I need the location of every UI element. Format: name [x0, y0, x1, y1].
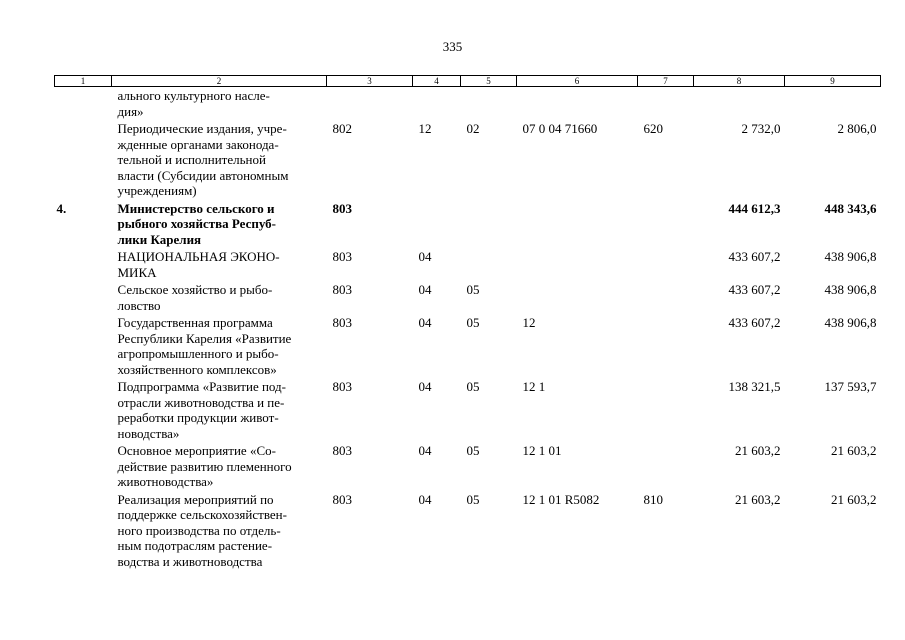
row-number: [55, 379, 112, 443]
column-header: 6: [517, 76, 638, 87]
table-row: [55, 87, 881, 122]
column-header: 2: [112, 76, 327, 87]
item-name: Государственная программа Республики Карелия «Развитие агропромышленного и рыбо- хозяйственного комплексов»: [117, 315, 292, 377]
amount-year-1: 433 607,2: [728, 249, 781, 264]
expense-type-code: 810: [643, 491, 663, 507]
row-number: 4.: [56, 200, 67, 216]
amount-year-2: 438 906,8: [824, 249, 877, 264]
budget-table: [54, 75, 881, 571]
subsection-code: 05: [466, 491, 480, 507]
item-name: Подпрограмма «Развитие под- отрасли животноводства и пе- реработки продукции живот- новодства»: [117, 379, 286, 441]
row-number: [55, 443, 112, 492]
row-number: [55, 282, 112, 315]
subsection-code: [461, 201, 517, 250]
item-name: Министерство сельского и рыбного хозяйства Респуб- лики Карелия: [117, 200, 276, 247]
subsection-code: [461, 249, 517, 282]
table-header: [55, 76, 881, 87]
column-number-row: [55, 76, 881, 87]
target-article-code: [517, 201, 638, 250]
target-article-code: 07 0 04 71660: [522, 121, 598, 136]
expense-type-code: [638, 249, 694, 282]
expense-type-code: 620: [643, 121, 663, 136]
section-code: 04: [418, 282, 432, 297]
section-code: 12: [418, 121, 432, 136]
column-header: 1: [55, 76, 112, 87]
subsection-code: 05: [466, 443, 480, 458]
table-row: [55, 379, 881, 443]
column-header: 5: [461, 76, 517, 87]
table-row: [55, 492, 881, 572]
expense-type-code: [638, 201, 694, 250]
column-header: 8: [694, 76, 785, 87]
column-header: 3: [327, 76, 413, 87]
target-article-code: [517, 87, 638, 122]
target-article-code: [517, 249, 638, 282]
item-name: Реализация мероприятий по поддержке сельскохозяйствен- ного производства по отдель- ным подотраслям растение- водства и животноводства: [117, 491, 287, 569]
row-number: [55, 315, 112, 379]
subsection-code: 02: [466, 121, 480, 136]
item-name: ального культурного насле- дия»: [117, 88, 270, 119]
table-row: [55, 121, 881, 201]
target-article-code: 12 1: [522, 379, 546, 394]
item-name: НАЦИОНАЛЬНАЯ ЭКОНО- МИКА: [117, 249, 280, 280]
section-code: 04: [418, 315, 432, 330]
amount-year-2: 21 603,2: [831, 443, 877, 458]
amount-year-2: 137 593,7: [824, 379, 877, 394]
item-name: Периодические издания, учре- жденные органами законода- тельной и исполнительной власти (Субсидии автономным учреждениям): [117, 121, 289, 198]
expense-type-code: [638, 379, 694, 443]
amount-year-1: 433 607,2: [728, 282, 781, 297]
table-body: [55, 87, 881, 572]
table-row: [55, 315, 881, 379]
subsection-code: [461, 87, 517, 122]
amount-year-1: 433 607,2: [728, 315, 781, 330]
ministry-code: 803: [332, 443, 352, 458]
table-row: [55, 249, 881, 282]
amount-year-1: 138 321,5: [728, 379, 781, 394]
amount-year-1: 21 603,2: [735, 491, 781, 507]
ministry-code: 803: [332, 249, 352, 264]
page-number: 335: [442, 39, 463, 54]
table-row: [55, 201, 881, 250]
ministry-code: [327, 87, 413, 122]
amount-year-2: [785, 87, 881, 122]
target-article-code: 12 1 01: [522, 443, 562, 458]
row-number: [55, 121, 112, 201]
expense-type-code: [638, 443, 694, 492]
column-header: 7: [638, 76, 694, 87]
amount-year-1: 21 603,2: [735, 443, 781, 458]
table-row: [55, 282, 881, 315]
column-header: 9: [785, 76, 881, 87]
ministry-code: 803: [332, 379, 352, 394]
amount-year-1: 2 732,0: [741, 121, 781, 136]
table-row: [55, 443, 881, 492]
column-header: 4: [413, 76, 461, 87]
target-article-code: 12: [522, 315, 536, 330]
amount-year-2: 21 603,2: [831, 491, 877, 507]
expense-type-code: [638, 87, 694, 122]
subsection-code: 05: [466, 379, 480, 394]
section-code: 04: [418, 443, 432, 458]
section-code: 04: [418, 491, 432, 507]
row-number: [55, 87, 112, 122]
row-number: [55, 249, 112, 282]
expense-type-code: [638, 315, 694, 379]
section-code: 04: [418, 379, 432, 394]
ministry-code: 802: [332, 121, 352, 136]
amount-year-1: [694, 87, 785, 122]
target-article-code: 12 1 01 R5082: [522, 491, 600, 507]
target-article-code: [517, 282, 638, 315]
subsection-code: 05: [466, 315, 480, 330]
section-code: 04: [418, 249, 432, 264]
amount-year-1: 444 612,3: [728, 200, 781, 216]
amount-year-2: 2 806,0: [837, 121, 877, 136]
ministry-code: 803: [332, 200, 352, 216]
amount-year-2: 438 906,8: [824, 282, 877, 297]
amount-year-2: 438 906,8: [824, 315, 877, 330]
item-name: Основное мероприятие «Со- действие развитию племенного животноводства»: [117, 443, 292, 489]
amount-year-2: 448 343,6: [824, 200, 877, 216]
ministry-code: 803: [332, 282, 352, 297]
ministry-code: 803: [332, 491, 352, 507]
expense-type-code: [638, 282, 694, 315]
section-code: [413, 201, 461, 250]
row-number: [55, 492, 112, 572]
item-name: Сельское хозяйство и рыбо- ловство: [117, 282, 273, 313]
ministry-code: 803: [332, 315, 352, 330]
section-code: [413, 87, 461, 122]
subsection-code: 05: [466, 282, 480, 297]
